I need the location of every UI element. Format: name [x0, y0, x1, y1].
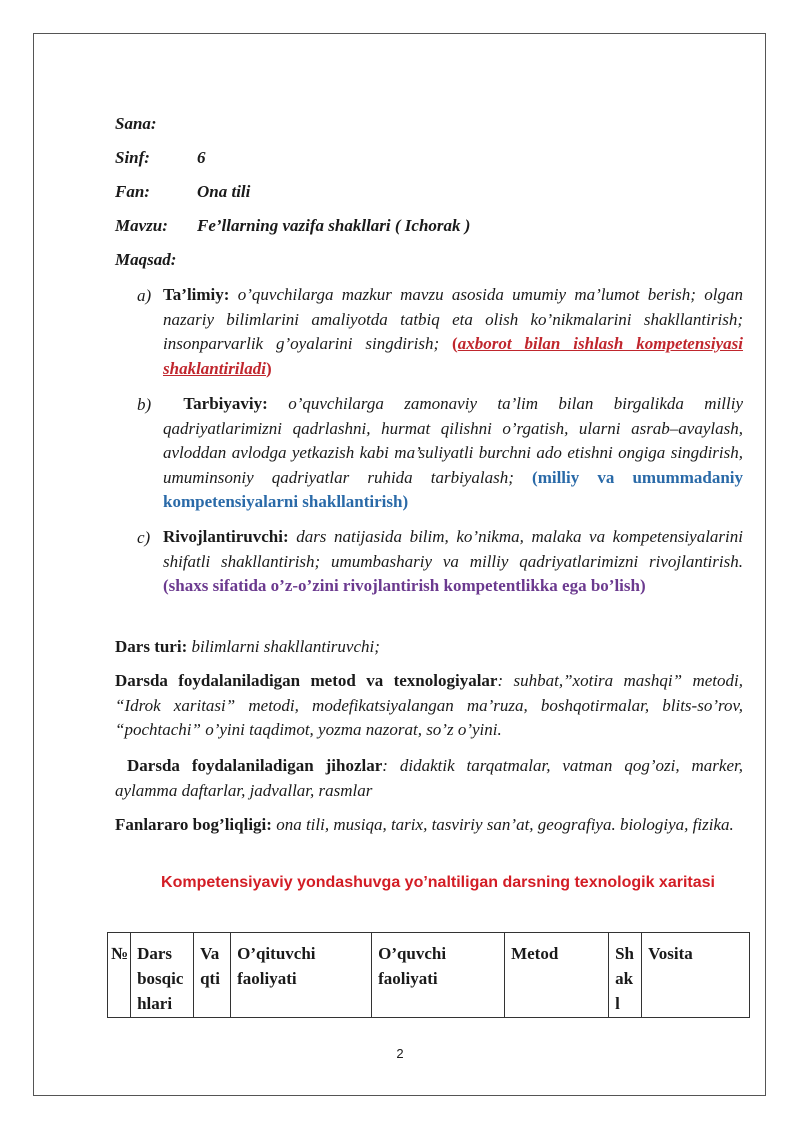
goal-b-marker: b) — [137, 395, 152, 414]
header-cell-time: Va qti — [194, 933, 231, 1018]
sinf-label: Sinf: — [115, 148, 150, 167]
mavzu-label: Mavzu: — [115, 216, 168, 235]
sinf-line — [115, 148, 206, 168]
table-header-row — [108, 933, 750, 1018]
goal-a-paren-close: ) — [265, 358, 272, 378]
jihoz-paragraph — [115, 754, 743, 803]
fan-label: Fan: — [115, 182, 150, 201]
map-title: Kompetensiyaviy yondashuvga yo’naltiligan darsning texnologik xaritasi — [161, 874, 715, 891]
goal-b-title: Tarbiyaviy: — [183, 394, 268, 413]
header-cell-form: Sh ak l — [609, 933, 642, 1018]
dars-turi-value: bilimlarni shakllantiruvchi; — [191, 637, 380, 656]
page-number: 2 — [396, 1046, 404, 1061]
maqsad-label: Maqsad: — [115, 250, 177, 269]
metod-value: : suhbat,”xotira mashqi” metodi, “Idrok xaritasi” metodi, modefikatsiyalangan ma’ruza, boshqotirmalar, blits-so’rov, “pochtachi” o’yini taqdimot, yozma nazorat, so’z o’yini. — [115, 671, 743, 739]
fanlararo-paragraph — [115, 813, 743, 838]
dars-turi — [115, 635, 743, 660]
header-cell-number: № — [108, 933, 131, 1018]
fan-value: Ona tili — [197, 182, 251, 201]
jihoz-value: : didaktik tarqatmalar, vatman qog’ozi, marker, aylamma daftarlar, jadvallar, rasmlar — [115, 756, 743, 800]
fanlararo-label: Fanlararo bog’liqligi: — [115, 815, 272, 834]
goal-c-competency: (shaxs sifatida o’z-o’zini rivojlantirish kompetentlikka ega bo’lish) — [163, 576, 646, 595]
jihoz-label: Darsda foydalaniladigan jihozlar — [127, 756, 383, 775]
fanlararo-value: ona tili, musiqa, tarix, tasviriy san’at, geografiya. biologiya, fizika. — [276, 815, 734, 834]
goal-b-text: o’quvchilarga zamonaviy ta’lim bilan birgalikda milliy qadriyatlarimizni qadrlashni, hurmat qilishni o’rgatish, ularni asrab–avaylash, avloddan avlodga yetkazish kabi ma’suliyatli burchni ado etishni ongiga singdirish, umuminsoniy qadriyatlar ruhida tarbiyalash; — [163, 394, 744, 487]
goal-a-paren-open: ( — [452, 334, 458, 353]
sinf-value: 6 — [197, 148, 206, 167]
mavzu-value: Fe’llarning vazifa shakllari ( Ichorak ) — [197, 216, 471, 235]
goal-a-marker: a) — [137, 286, 152, 305]
header-cell-student-activity: O’quvchi faoliyati — [372, 933, 505, 1018]
goal-b — [163, 392, 743, 515]
header-cell-method: Metod — [505, 933, 609, 1018]
metod-label: Darsda foydalaniladigan metod va texnologiyalar — [115, 671, 498, 690]
sana-line — [115, 114, 157, 134]
goal-a — [163, 283, 743, 381]
header-cell-tool: Vosita — [642, 933, 750, 1018]
fan-line — [115, 182, 250, 202]
header-cell-stages: Dars bosqic hlari — [131, 933, 194, 1018]
technology-map-table — [107, 932, 750, 1018]
goal-a-title: Ta’limiy: — [163, 285, 230, 304]
goal-c — [163, 525, 743, 599]
goal-a-competency: axborot bilan ishlash kompetensiyasi shaklantiriladi — [163, 334, 744, 378]
header-cell-teacher-activity: O’qituvchi faoliyati — [231, 933, 372, 1018]
sana-label: Sana: — [115, 114, 157, 133]
goal-b-competency: (milliy va umummadaniy kompetensiyalarni shakllantirish) — [163, 467, 744, 511]
goal-c-title: Rivojlantiruvchi: — [163, 527, 289, 546]
maqsad-line — [115, 250, 176, 270]
goal-a-text: o’quvchilarga mazkur mavzu asosida umumiy ma’lumot berish; olgan nazariy bilimlarini amaliyotda tatbiq eta olish ko’nikmalarini shakllantirish; insonparvarlik g’oyalarini singdirish; — [163, 285, 744, 353]
mavzu-line — [115, 216, 470, 236]
metod-paragraph — [115, 669, 743, 743]
goal-c-text: dars natijasida bilim, ko’nikma, malaka va kompetensiyalarini shifatli shakllantirish; umumbashariy va milliy qadriyatlarimizni rivojlantirish. — [163, 527, 743, 571]
goal-c-marker: c) — [137, 528, 151, 547]
dars-turi-label: Dars turi: — [115, 637, 188, 656]
